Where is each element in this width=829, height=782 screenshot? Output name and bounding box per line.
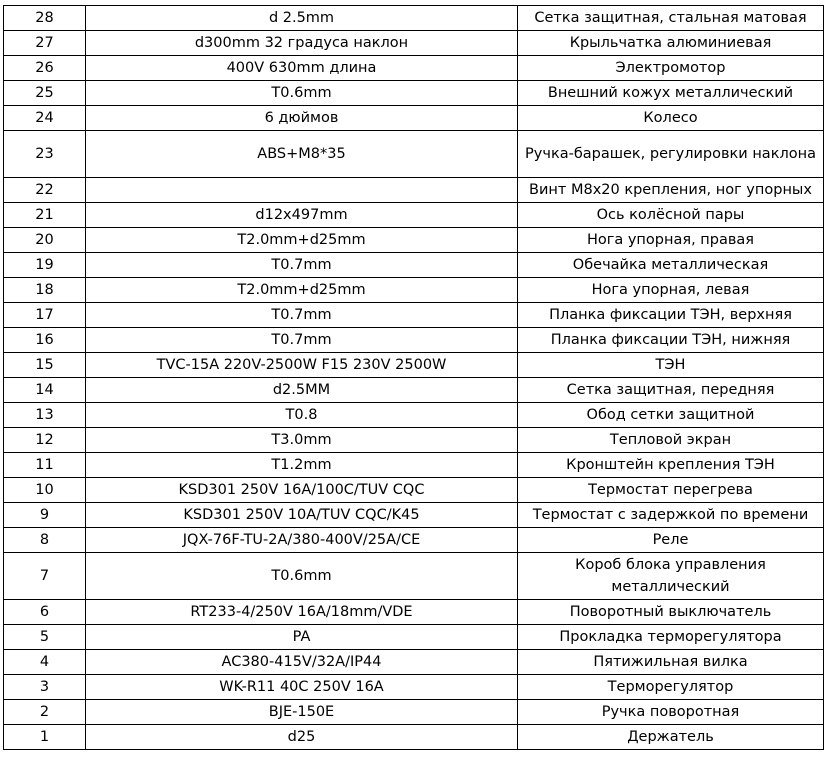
table-row: [4, 503, 824, 528]
part-name-cell: Термостат с задержкой по времени: [518, 503, 824, 528]
part-number-cell: 7: [4, 553, 86, 600]
part-number-cell: 4: [4, 650, 86, 675]
part-number-cell: 6: [4, 600, 86, 625]
part-name-cell: Поворотный выключатель: [518, 600, 824, 625]
table-row: [4, 378, 824, 403]
part-name-cell: ТЭН: [518, 353, 824, 378]
table-row: [4, 203, 824, 228]
part-number-cell: 3: [4, 675, 86, 700]
part-name-cell: Кронштейн крепления ТЭН: [518, 453, 824, 478]
table-row: [4, 725, 824, 750]
part-name-cell: Обод сетки защитной: [518, 403, 824, 428]
part-name-cell: Винт M8x20 крепления, ног упорных: [518, 178, 824, 203]
part-name-cell: Реле: [518, 528, 824, 553]
part-number-cell: 8: [4, 528, 86, 553]
part-spec-cell: JQX-76F-TU-2A/380-400V/25A/CE: [86, 528, 518, 553]
part-number-cell: 18: [4, 278, 86, 303]
part-number-cell: 16: [4, 328, 86, 353]
part-spec-cell: T0.8: [86, 403, 518, 428]
part-spec-cell: T0.6mm: [86, 81, 518, 106]
table-row: [4, 528, 824, 553]
part-spec-cell: d25: [86, 725, 518, 750]
part-number-cell: 14: [4, 378, 86, 403]
part-number-cell: 11: [4, 453, 86, 478]
part-spec-cell: d2.5MM: [86, 378, 518, 403]
part-spec-cell: d 2.5mm: [86, 6, 518, 31]
part-name-cell: Нога упорная, левая: [518, 278, 824, 303]
part-spec-cell: T3.0mm: [86, 428, 518, 453]
table-row: [4, 675, 824, 700]
table-row: [4, 303, 824, 328]
part-name-cell: Термостат перегрева: [518, 478, 824, 503]
part-number-cell: 13: [4, 403, 86, 428]
part-number-cell: 17: [4, 303, 86, 328]
part-number-cell: 27: [4, 31, 86, 56]
part-spec-cell: T2.0mm+d25mm: [86, 278, 518, 303]
table-row: [4, 253, 824, 278]
table-row: [4, 328, 824, 353]
part-name-cell: Прокладка терморегулятора: [518, 625, 824, 650]
table-row: [4, 106, 824, 131]
part-spec-cell: T0.6mm: [86, 553, 518, 600]
part-name-cell: Крыльчатка алюминиевая: [518, 31, 824, 56]
table-row: [4, 453, 824, 478]
part-spec-cell: T0.7mm: [86, 253, 518, 278]
part-spec-cell: KSD301 250V 16A/100C/TUV CQC: [86, 478, 518, 503]
part-name-cell: Пятижильная вилка: [518, 650, 824, 675]
part-name-cell: Внешний кожух металлический: [518, 81, 824, 106]
table-row: [4, 428, 824, 453]
part-name-cell: Обечайка металлическая: [518, 253, 824, 278]
part-name-cell: Ось колёсной пары: [518, 203, 824, 228]
part-number-cell: 15: [4, 353, 86, 378]
part-number-cell: 1: [4, 725, 86, 750]
part-name-cell: Электромотор: [518, 56, 824, 81]
part-number-cell: 22: [4, 178, 86, 203]
part-spec-cell: BJE-150E: [86, 700, 518, 725]
part-spec-cell: T0.7mm: [86, 328, 518, 353]
part-number-cell: 25: [4, 81, 86, 106]
part-spec-cell: PA: [86, 625, 518, 650]
part-number-cell: 12: [4, 428, 86, 453]
table-row: [4, 553, 824, 600]
table-row: [4, 625, 824, 650]
part-spec-cell: d12x497mm: [86, 203, 518, 228]
table-row: [4, 178, 824, 203]
parts-table: [3, 5, 824, 750]
part-name-cell: Тепловой экран: [518, 428, 824, 453]
table-row: [4, 81, 824, 106]
part-spec-cell: KSD301 250V 10A/TUV CQC/K45: [86, 503, 518, 528]
part-name-cell: Держатель: [518, 725, 824, 750]
table-row: [4, 228, 824, 253]
part-spec-cell: WK-R11 40C 250V 16A: [86, 675, 518, 700]
table-row: [4, 478, 824, 503]
part-number-cell: 24: [4, 106, 86, 131]
part-number-cell: 26: [4, 56, 86, 81]
part-spec-cell: 6 дюймов: [86, 106, 518, 131]
part-name-cell: Сетка защитная, передняя: [518, 378, 824, 403]
part-name-cell: Нога упорная, правая: [518, 228, 824, 253]
table-row: [4, 131, 824, 178]
part-spec-cell: T2.0mm+d25mm: [86, 228, 518, 253]
part-spec-cell: d300mm 32 градуса наклон: [86, 31, 518, 56]
part-number-cell: 2: [4, 700, 86, 725]
part-name-cell: Планка фиксации ТЭН, нижняя: [518, 328, 824, 353]
table-row: [4, 6, 824, 31]
table-row: [4, 600, 824, 625]
part-number-cell: 20: [4, 228, 86, 253]
part-name-cell: Планка фиксации ТЭН, верхняя: [518, 303, 824, 328]
part-spec-cell: 400V 630mm длина: [86, 56, 518, 81]
part-name-cell: Колесо: [518, 106, 824, 131]
table-row: [4, 403, 824, 428]
part-number-cell: 28: [4, 6, 86, 31]
part-spec-cell: ABS+M8*35: [86, 131, 518, 178]
part-number-cell: 19: [4, 253, 86, 278]
table-row: [4, 353, 824, 378]
part-spec-cell: T1.2mm: [86, 453, 518, 478]
table-row: [4, 700, 824, 725]
part-spec-cell: TVC-15A 220V-2500W F15 230V 2500W: [86, 353, 518, 378]
table-row: [4, 278, 824, 303]
part-spec-cell: AC380-415V/32A/IP44: [86, 650, 518, 675]
part-spec-cell: RT233-4/250V 16A/18mm/VDE: [86, 600, 518, 625]
part-number-cell: 21: [4, 203, 86, 228]
part-number-cell: 23: [4, 131, 86, 178]
part-spec-cell: [86, 178, 518, 203]
part-name-cell: Терморегулятор: [518, 675, 824, 700]
part-name-cell: Ручка-барашек, регулировки наклона: [518, 131, 824, 178]
part-spec-cell: T0.7mm: [86, 303, 518, 328]
table-row: [4, 650, 824, 675]
part-name-cell: Сетка защитная, стальная матовая: [518, 6, 824, 31]
part-name-cell: Ручка поворотная: [518, 700, 824, 725]
table-row: [4, 56, 824, 81]
part-number-cell: 5: [4, 625, 86, 650]
part-number-cell: 9: [4, 503, 86, 528]
part-name-cell: Короб блока управления металлический: [518, 553, 824, 600]
table-row: [4, 31, 824, 56]
part-number-cell: 10: [4, 478, 86, 503]
